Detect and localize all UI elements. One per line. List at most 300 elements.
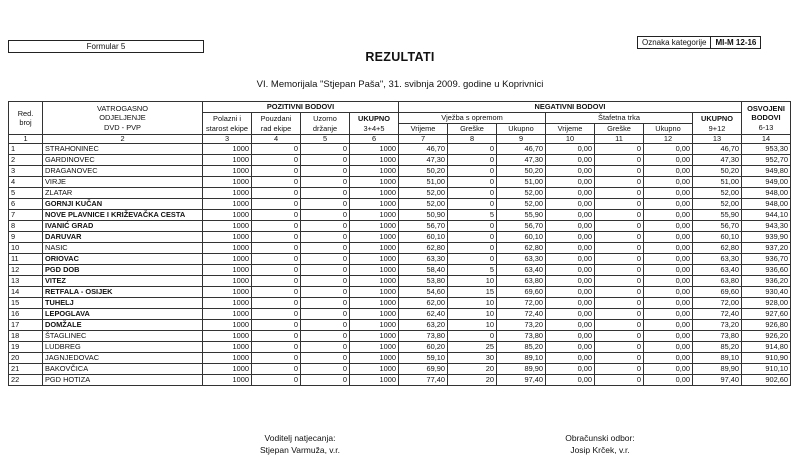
value-cell: 63,80 — [693, 276, 742, 287]
value-cell: 51,00 — [497, 177, 546, 188]
value-cell: 55,90 — [497, 210, 546, 221]
value-cell: 0 — [301, 265, 350, 276]
value-cell: 62,80 — [693, 243, 742, 254]
value-cell: 0,00 — [644, 364, 693, 375]
value-cell: 910,90 — [742, 353, 791, 364]
team-name-cell: DOMŽALE — [43, 320, 203, 331]
value-cell: 0 — [252, 232, 301, 243]
value-cell: 0 — [301, 298, 350, 309]
header-ukupno-2: Ukupno — [644, 124, 693, 135]
value-cell: 1000 — [350, 331, 399, 342]
value-cell: 1000 — [350, 375, 399, 386]
value-cell: 0,00 — [546, 331, 595, 342]
value-cell: 0 — [301, 309, 350, 320]
value-cell: 1000 — [350, 276, 399, 287]
value-cell: 85,20 — [693, 342, 742, 353]
value-cell: 25 — [448, 342, 497, 353]
value-cell: 52,00 — [399, 188, 448, 199]
rank-cell: 19 — [9, 342, 43, 353]
value-cell: 0 — [301, 221, 350, 232]
value-cell: 0,00 — [644, 243, 693, 254]
value-cell: 0 — [252, 221, 301, 232]
value-cell: 0 — [301, 188, 350, 199]
value-cell: 0 — [252, 155, 301, 166]
table-row — [9, 199, 791, 210]
table-row — [9, 276, 791, 287]
value-cell: 1000 — [203, 243, 252, 254]
value-cell: 902,60 — [742, 375, 791, 386]
value-cell: 69,90 — [399, 364, 448, 375]
value-cell: 1000 — [350, 221, 399, 232]
team-name-cell: DARUVAR — [43, 232, 203, 243]
category-code: MI-M 12-16 — [710, 37, 760, 48]
value-cell: 89,10 — [497, 353, 546, 364]
value-cell: 1000 — [350, 287, 399, 298]
value-cell: 0,00 — [644, 265, 693, 276]
value-cell: 0 — [252, 320, 301, 331]
value-cell: 0 — [448, 166, 497, 177]
value-cell: 948,00 — [742, 188, 791, 199]
table-row — [9, 243, 791, 254]
table-row — [9, 287, 791, 298]
value-cell: 5 — [448, 210, 497, 221]
team-name-cell: BAKOVČICA — [43, 364, 203, 375]
value-cell: 0 — [448, 254, 497, 265]
value-cell: 60,10 — [693, 232, 742, 243]
category-code-box — [637, 36, 761, 49]
rank-cell: 20 — [9, 353, 43, 364]
value-cell: 52,00 — [399, 199, 448, 210]
value-cell: 0,00 — [546, 177, 595, 188]
value-cell: 0 — [595, 320, 644, 331]
value-cell: 60,10 — [399, 232, 448, 243]
table-row — [9, 265, 791, 276]
column-number: 4 — [252, 135, 301, 144]
value-cell: 0,00 — [546, 265, 595, 276]
column-number: 13 — [693, 135, 742, 144]
value-cell: 63,80 — [497, 276, 546, 287]
value-cell: 0 — [252, 287, 301, 298]
table-row — [9, 188, 791, 199]
value-cell: 0 — [595, 309, 644, 320]
value-cell: 0 — [301, 254, 350, 265]
header-odjeljenje: VATROGASNO ODJELJENJE DVD - PVP — [43, 102, 203, 135]
column-number: 10 — [546, 135, 595, 144]
value-cell: 936,20 — [742, 276, 791, 287]
header-ukupno-neg: UKUPNO 9+12 — [693, 113, 742, 135]
header-negativni: NEGATIVNI BODOVI — [399, 102, 742, 113]
value-cell: 0,00 — [546, 221, 595, 232]
value-cell: 50,20 — [693, 166, 742, 177]
value-cell: 62,80 — [497, 243, 546, 254]
team-name-cell: VIRJE — [43, 177, 203, 188]
value-cell: 72,00 — [693, 298, 742, 309]
value-cell: 0 — [301, 166, 350, 177]
value-cell: 0 — [301, 331, 350, 342]
value-cell: 56,70 — [399, 221, 448, 232]
value-cell: 47,30 — [399, 155, 448, 166]
value-cell: 20 — [448, 375, 497, 386]
team-name-cell: RETFALA - OSIJEK — [43, 287, 203, 298]
value-cell: 62,40 — [399, 309, 448, 320]
value-cell: 63,30 — [693, 254, 742, 265]
rank-cell: 10 — [9, 243, 43, 254]
value-cell: 0 — [301, 375, 350, 386]
value-cell: 1000 — [203, 166, 252, 177]
value-cell: 1000 — [203, 199, 252, 210]
value-cell: 63,40 — [693, 265, 742, 276]
value-cell: 73,80 — [693, 331, 742, 342]
value-cell: 0 — [252, 210, 301, 221]
rank-cell: 15 — [9, 298, 43, 309]
team-name-cell: VITEZ — [43, 276, 203, 287]
value-cell: 910,10 — [742, 364, 791, 375]
value-cell: 0 — [448, 221, 497, 232]
value-cell: 1000 — [203, 276, 252, 287]
team-name-cell: PGD HOTIZA — [43, 375, 203, 386]
value-cell: 1000 — [203, 298, 252, 309]
table-row — [9, 320, 791, 331]
header-ukupno-1: Ukupno — [497, 124, 546, 135]
value-cell: 63,30 — [497, 254, 546, 265]
value-cell: 72,40 — [497, 309, 546, 320]
value-cell: 0,00 — [644, 331, 693, 342]
value-cell: 0 — [301, 342, 350, 353]
table-row — [9, 166, 791, 177]
value-cell: 1000 — [203, 177, 252, 188]
value-cell: 0 — [448, 199, 497, 210]
value-cell: 1000 — [203, 188, 252, 199]
value-cell: 0 — [595, 177, 644, 188]
signature-odbor-title: Obračunski odbor: — [565, 433, 635, 443]
value-cell: 0 — [595, 265, 644, 276]
value-cell: 0 — [301, 232, 350, 243]
value-cell: 0 — [595, 287, 644, 298]
column-number: 11 — [595, 135, 644, 144]
rank-cell: 5 — [9, 188, 43, 199]
value-cell: 52,00 — [497, 188, 546, 199]
value-cell: 0,00 — [644, 188, 693, 199]
value-cell: 72,40 — [693, 309, 742, 320]
value-cell: 0 — [301, 320, 350, 331]
value-cell: 943,30 — [742, 221, 791, 232]
value-cell: 1000 — [350, 243, 399, 254]
value-cell: 60,20 — [399, 342, 448, 353]
value-cell: 46,70 — [497, 144, 546, 155]
rank-cell: 14 — [9, 287, 43, 298]
value-cell: 0 — [448, 188, 497, 199]
value-cell: 0 — [595, 144, 644, 155]
team-name-cell: ZLATAR — [43, 188, 203, 199]
value-cell: 0,00 — [546, 364, 595, 375]
value-cell: 1000 — [350, 210, 399, 221]
value-cell: 0 — [252, 177, 301, 188]
value-cell: 0 — [252, 144, 301, 155]
value-cell: 0 — [301, 177, 350, 188]
value-cell: 930,40 — [742, 287, 791, 298]
rank-cell: 3 — [9, 166, 43, 177]
signature-voditelj — [230, 432, 370, 456]
value-cell: 0 — [301, 199, 350, 210]
value-cell: 0 — [595, 221, 644, 232]
value-cell: 0,00 — [546, 353, 595, 364]
value-cell: 62,00 — [399, 298, 448, 309]
page-title: REZULTATI — [365, 50, 435, 64]
value-cell: 10 — [448, 298, 497, 309]
value-cell: 0,00 — [546, 166, 595, 177]
value-cell: 0,00 — [546, 155, 595, 166]
value-cell: 50,20 — [497, 166, 546, 177]
rank-cell: 21 — [9, 364, 43, 375]
value-cell: 47,30 — [497, 155, 546, 166]
value-cell: 97,40 — [497, 375, 546, 386]
value-cell: 0,00 — [644, 309, 693, 320]
value-cell: 1000 — [203, 265, 252, 276]
value-cell: 948,00 — [742, 199, 791, 210]
rank-cell: 9 — [9, 232, 43, 243]
value-cell: 0,00 — [644, 353, 693, 364]
value-cell: 56,70 — [693, 221, 742, 232]
value-cell: 1000 — [203, 254, 252, 265]
value-cell: 0 — [252, 298, 301, 309]
value-cell: 0,00 — [644, 199, 693, 210]
value-cell: 89,10 — [693, 353, 742, 364]
value-cell: 0 — [301, 243, 350, 254]
value-cell: 52,00 — [497, 199, 546, 210]
team-name-cell: JAGNJEDOVAC — [43, 353, 203, 364]
page-subtitle: VI. Memorijala "Stjepan Paša", 31. svibnja 2009. godine u Koprivnici — [256, 79, 544, 90]
value-cell: 0,00 — [546, 243, 595, 254]
table-row — [9, 375, 791, 386]
value-cell: 1000 — [350, 177, 399, 188]
value-cell: 0,00 — [546, 309, 595, 320]
value-cell: 0 — [595, 188, 644, 199]
value-cell: 0,00 — [546, 232, 595, 243]
column-number: 9 — [497, 135, 546, 144]
value-cell: 72,00 — [497, 298, 546, 309]
value-cell: 0 — [301, 287, 350, 298]
value-cell: 0,00 — [644, 144, 693, 155]
rank-cell: 8 — [9, 221, 43, 232]
value-cell: 1000 — [350, 364, 399, 375]
value-cell: 936,70 — [742, 254, 791, 265]
team-name-cell: GORNJI KUČAN — [43, 199, 203, 210]
value-cell: 1000 — [350, 199, 399, 210]
value-cell: 937,20 — [742, 243, 791, 254]
value-cell: 0 — [252, 243, 301, 254]
value-cell: 0,00 — [546, 144, 595, 155]
value-cell: 926,80 — [742, 320, 791, 331]
value-cell: 30 — [448, 353, 497, 364]
value-cell: 1000 — [203, 309, 252, 320]
value-cell: 0,00 — [644, 375, 693, 386]
value-cell: 0 — [301, 276, 350, 287]
column-number: 6 — [350, 135, 399, 144]
value-cell: 0 — [595, 342, 644, 353]
value-cell: 1000 — [203, 155, 252, 166]
team-name-cell: ORIOVAC — [43, 254, 203, 265]
value-cell: 85,20 — [497, 342, 546, 353]
value-cell: 939,90 — [742, 232, 791, 243]
value-cell: 1000 — [350, 232, 399, 243]
rank-cell: 17 — [9, 320, 43, 331]
value-cell: 89,90 — [693, 364, 742, 375]
value-cell: 0 — [301, 144, 350, 155]
value-cell: 10 — [448, 309, 497, 320]
team-name-cell: LUDBREG — [43, 342, 203, 353]
value-cell: 15 — [448, 287, 497, 298]
rank-cell: 4 — [9, 177, 43, 188]
rank-cell: 13 — [9, 276, 43, 287]
value-cell: 0,00 — [546, 199, 595, 210]
value-cell: 0 — [301, 353, 350, 364]
value-cell: 69,60 — [497, 287, 546, 298]
team-name-cell: IVANIĆ GRAD — [43, 221, 203, 232]
header-polazni: Polazni i starost ekipe — [203, 113, 252, 135]
value-cell: 0,00 — [644, 298, 693, 309]
team-name-cell: GARDINOVEC — [43, 155, 203, 166]
value-cell: 1000 — [350, 155, 399, 166]
column-number: 14 — [742, 135, 791, 144]
table-row — [9, 232, 791, 243]
value-cell: 0,00 — [644, 177, 693, 188]
value-cell: 1000 — [203, 320, 252, 331]
value-cell: 0,00 — [644, 276, 693, 287]
value-cell: 63,30 — [399, 254, 448, 265]
value-cell: 0,00 — [644, 232, 693, 243]
rank-cell: 22 — [9, 375, 43, 386]
rank-cell: 12 — [9, 265, 43, 276]
header-vjezba: Vježba s opremom — [399, 113, 546, 124]
value-cell: 97,40 — [693, 375, 742, 386]
value-cell: 50,90 — [399, 210, 448, 221]
value-cell: 53,80 — [399, 276, 448, 287]
rank-cell: 16 — [9, 309, 43, 320]
value-cell: 0 — [252, 199, 301, 210]
value-cell: 0 — [252, 375, 301, 386]
value-cell: 0,00 — [546, 342, 595, 353]
value-cell: 73,20 — [693, 320, 742, 331]
value-cell: 1000 — [350, 265, 399, 276]
team-name-cell: NASIC — [43, 243, 203, 254]
category-label: Oznaka kategorije — [642, 38, 707, 47]
table-row — [9, 364, 791, 375]
value-cell: 1000 — [350, 166, 399, 177]
value-cell: 63,20 — [399, 320, 448, 331]
value-cell: 0 — [595, 232, 644, 243]
value-cell: 1000 — [350, 254, 399, 265]
value-cell: 52,00 — [693, 188, 742, 199]
value-cell: 1000 — [203, 210, 252, 221]
value-cell: 0 — [448, 331, 497, 342]
rank-cell: 7 — [9, 210, 43, 221]
value-cell: 1000 — [203, 375, 252, 386]
header-uzorno: Uzorno držanje — [301, 113, 350, 135]
value-cell: 926,20 — [742, 331, 791, 342]
value-cell: 0 — [252, 342, 301, 353]
value-cell: 0,00 — [546, 254, 595, 265]
value-cell: 54,60 — [399, 287, 448, 298]
value-cell: 0,00 — [546, 298, 595, 309]
column-number: 7 — [399, 135, 448, 144]
results-table — [8, 101, 791, 386]
value-cell: 10 — [448, 320, 497, 331]
value-cell: 0 — [301, 364, 350, 375]
value-cell: 0 — [252, 364, 301, 375]
value-cell: 928,00 — [742, 298, 791, 309]
value-cell: 0,00 — [644, 166, 693, 177]
value-cell: 0 — [595, 243, 644, 254]
value-cell: 0,00 — [546, 320, 595, 331]
value-cell: 944,10 — [742, 210, 791, 221]
rank-cell: 11 — [9, 254, 43, 265]
value-cell: 51,00 — [399, 177, 448, 188]
value-cell: 52,00 — [693, 199, 742, 210]
value-cell: 0,00 — [546, 276, 595, 287]
value-cell: 1000 — [203, 353, 252, 364]
value-cell: 949,80 — [742, 166, 791, 177]
value-cell: 46,70 — [693, 144, 742, 155]
value-cell: 0 — [595, 166, 644, 177]
column-number: 8 — [448, 135, 497, 144]
header-greske-2: Greške — [595, 124, 644, 135]
value-cell: 1000 — [203, 144, 252, 155]
team-name-cell: TUHELJ — [43, 298, 203, 309]
value-cell: 914,80 — [742, 342, 791, 353]
table-row — [9, 155, 791, 166]
value-cell: 59,10 — [399, 353, 448, 364]
value-cell: 0 — [595, 155, 644, 166]
header-red-broj: Red. broj — [9, 102, 43, 135]
rank-cell: 6 — [9, 199, 43, 210]
team-name-cell: DRAGANOVEC — [43, 166, 203, 177]
value-cell: 50,20 — [399, 166, 448, 177]
value-cell: 0,00 — [546, 188, 595, 199]
header-pozitivni: POZITIVNI BODOVI — [203, 102, 399, 113]
value-cell: 0 — [448, 155, 497, 166]
value-cell: 0 — [448, 177, 497, 188]
table-row — [9, 254, 791, 265]
table-row — [9, 353, 791, 364]
value-cell: 0 — [448, 232, 497, 243]
value-cell: 10 — [448, 276, 497, 287]
value-cell: 0 — [595, 353, 644, 364]
value-cell: 0,00 — [644, 155, 693, 166]
signature-odbor — [530, 432, 670, 456]
header-vrijeme-2: Vrijeme — [546, 124, 595, 135]
value-cell: 0 — [448, 144, 497, 155]
table-row — [9, 331, 791, 342]
value-cell: 0,00 — [644, 210, 693, 221]
column-number: 1 — [9, 135, 43, 144]
value-cell: 0 — [252, 188, 301, 199]
value-cell: 89,90 — [497, 364, 546, 375]
value-cell: 0 — [595, 210, 644, 221]
value-cell: 1000 — [350, 309, 399, 320]
value-cell: 0,00 — [644, 342, 693, 353]
value-cell: 1000 — [350, 342, 399, 353]
value-cell: 51,00 — [693, 177, 742, 188]
value-cell: 69,60 — [693, 287, 742, 298]
value-cell: 1000 — [350, 298, 399, 309]
value-cell: 73,20 — [497, 320, 546, 331]
header-pouzdani: Pouzdani rad ekipe — [252, 113, 301, 135]
table-row — [9, 144, 791, 155]
rank-cell: 2 — [9, 155, 43, 166]
value-cell: 0 — [301, 155, 350, 166]
value-cell: 77,40 — [399, 375, 448, 386]
value-cell: 0 — [252, 265, 301, 276]
